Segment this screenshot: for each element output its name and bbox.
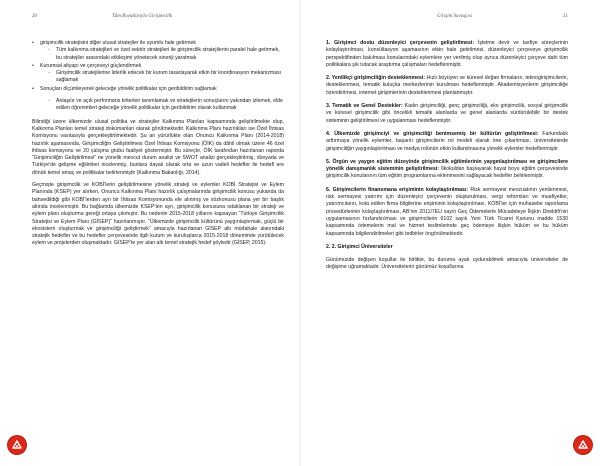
- strategic-goal-item: 5. Örgün ve yaygın eğitim düzeyinde girişimcilik eğitimlerinin yaygınlaştırılması ve girişimcilere yönelik danışmanlık sisteminin geliştirilmesi: İlkokuldan başlayarak hayat boyu eğitim çerçevesinde girişimcilik konularının tüm eğitim programlarına eklenmesini sağlayacak hedefler belirlenmiştir.: [326, 158, 569, 180]
- bullet-item: • Sonuçları ölçümleyerek geleceğe yönelik politikalar için geribildirim sağlamak ◦ Anlaşılır ve açık performans kriterleri tanımlamak ve stratejilerin sonuçlarını yakından izlemek, elde edilen öğrenimleri geleceğe yönelik politikalar için geribildirim olarak kullanmak: [32, 86, 284, 113]
- right-page-number: 21: [563, 14, 568, 19]
- left-page-body: [32, 40, 284, 253]
- strategy-bullet-list: [32, 40, 284, 113]
- left-running-title: Tüm Boyutlarıyla Girişimcilik: [112, 14, 173, 19]
- strategic-goal-item: 6. Girişimcilerin finansmana erişiminin kolaylaştırılması: Risk sermayesi mevzuatının yenilenmesi, risk sermayesi yatırımı için düzenleyici çerçevenin oluşturulması, vergi reformları ve muafiyetler, yatırımcıların, kota edilen firma bilgilerine erişiminin kolaylaştırılması, KOBİ’ler için muhasebe raporlama prosedürlerinin kolaylaştırılması, AB’nin 2011/7EU sayılı Geç Ödemelerle Mücadeleye İlişkin Direktifi’nin uygulamasının hızlandırılması ve girişimcilerin 6102 sayılı Yeni Türk Ticaret Kanunu madde 1530 kapsamında ödemelerin mal ve hizmet teslimlerinde geç ödemeye ilişkin hüküm ve bu hüküm kapsamında bilgilendirilmeleri gibi tedbirler öngörülmektedir.: [326, 186, 568, 237]
- publisher-logo-icon: [574, 436, 592, 454]
- publisher-logo-icon: [8, 436, 26, 454]
- sub-bullet-item: ◦ Girişimcilik stratejilerine liderlik edecek bir kurum tasarlayarak etkin bir koordinasyon mekanizması sağlamak: [40, 70, 284, 85]
- bullet-item: • girişimcilik stratejisini diğer ulusal stratejiler ile uyumlu hale getirmek ◦ Tüm kalkınma stratejileri ve özel sektör stratejileri ile girişimcilik stratejilerini paralel hale getirmek, bu stratejiler arasındaki etkileşimi yönetecek sineriji yaratmak: [32, 40, 284, 62]
- section-heading: 2. 2. Girişimci Üniversiteler: [326, 243, 393, 250]
- left-page-number: 20: [32, 14, 37, 19]
- body-paragraph: Geçmişte girişimcilik ve KOBİ’lerin geliştirilmesine yönelik strateji ve eylemler KOBİ Stratejisi ve Eylem Planında (KSEP) yer alırken, Onuncu Kalkınma Planı hazırlık çalışmalarında girişimcilik konusu yukarıda da bahsedildiği gibi KOBİ’lerden ayrı bir İhtisas Komisyonunda ele alınmış ve sözkonusu plana yer bir başlık altında incelenmiştir. Bu bağlamda ülkemizde KSEP’ten ayrı, girişimcilik konusuna odaklanan bir strateji ve eylem planı oluşturma gereği ortaya çıkmıştır. Bu nedenle 2015-2018 yıllarını kapsayan “Türkiye Girişimcilik Stratejisi ve Eylem Planı (GİSEP)” hazırlanmıştır. “Ülkemizde girişimcilik kültürünü yaygınlaştırmak, güçlü bir ekosistem oluşturmak ve girişimciliği geliştirmek” amacıyla hazırlanan GİSEP altı müdahale alanındaki stratejik hedefler ve bu hedefler çerçevesinde ilgili kurum ve kuruluşlarca 2015-2018 döneminde yürütülecek eylem ve projelerden oluşmaktadır. GİSEP’te yer alan altı temel stratejik hedef şöyledir (GİSEP, 2015):: [32, 182, 284, 247]
- strategic-goal-item: 1. Girişimci dostu düzenleyici çerçevenin geliştirilmesi: İşletme devir ve tasfiye süreçlerinin kolaylaştırılması, konsültasyon aşamasının etkin hale getirilmesi, düzenleyici çerçeveye girişimcilik perspektifinden bakılması konularındaki eylemlere yer verilmiş olup ayrıca düzenleyici çerçeve dahi tüm politikalara şık tutacak araştırma çalışmaları hedeflenmiştir.: [326, 40, 568, 68]
- right-page-body: [326, 40, 568, 277]
- body-paragraph: Bilindiği üzere ülkemizde ulusal politika ve stratejiler Kalkınma Planları kapsamında geliştirilmekte olup, Kalkınma Planları temel strateji dokümanları olarak görülmektedir. Kalkınma Planı hazırlıkları ise Özel İhtisas Komisyonu vasıtasıyla gerçekleştirilmektedir. Şu an yürürlükte olan Onuncu Kalkınma Planı (2014-2018) hazırlık aşamasında, Girişimciliğin Geliştirilmesi Özel İhtisas Komisyonu (ÖİK) da dâhil olmak üzere 46 özel ihtisas komisyonu ve 20 çalışma grubu faaliyet göstermiştir. Bu süreçte, ÖİK tarafından hazırlanan raporda “Girişimciliğin Geliştirilmesi” ne yönelik mevcut durum analizi ve SWOT analizi gerçekleştirilmiş, dünyada ve Türkiye’de gelişme eğilimleri incelenmiş, bunlara dayalı olarak orta ve uzun vadeli hedefler ile hedefl ere dönük temel amaç ve politikalar belirlenmiştir (Kalkınma Bakanlığı, 2014).: [32, 118, 284, 176]
- right-running-title: Girişim Savaşçısı: [437, 14, 473, 19]
- sub-bullet-item: ◦ Anlaşılır ve açık performans kriterleri tanımlamak ve stratejilerin sonuçlarını yakından izlemek, elde edilen öğrenimleri geleceğe yönelik politikalar için geribildirim olarak kullanmak: [40, 98, 284, 113]
- strategic-goal-item: 3. Tematik ve Genel Destekler: Kadın girişimciliği, genç girişimciliği, eko girişimcilik, sosyal girişimcilik ve küresel girişimcilik gibi öncelikli tematik alanlarda ve genel alanlarda sürdürülebilir bir destek sisteminin geliştirilmesi ve uygulanması hedeflenmiştir.: [326, 103, 568, 124]
- strategic-goal-item: 4. Ülkemizde girişimciyi ve girişimciliği benimsemiş bir kültürün geliştirilmesi: Farkındalık arttırmaya yönelik eylemler, başarılı girişimcilerin rol modeli olarak öne çıkarılması, üniversitelerde girişimciliğin yaygınlaştırılması ve medya rolünün etkin kullanılmasına yönelik eylemler hedeflenmiştir.: [326, 130, 568, 152]
- body-paragraph: Günümüzde değişen koşullar ile birlikte, bu duruma ayak uydurabilmek amacıyla üniversiteler de değişime uğramaktadır. Üniversitelerin günümüz koşullarına: [326, 257, 568, 271]
- bullet-item: • Kurumsal altyapı ve çerçeveyi güçlendirmek ◦ Girişimcilik stratejilerine liderlik edecek bir kurum tasarlayarak etkin bir koordinasyon mekanizması sağlamak: [32, 63, 284, 85]
- right-page: [300, 0, 600, 466]
- strategic-goal-item: 2. Yenilikçi girişimciliğin desteklenmesi: Hızlı büyüyen ve küresel doğan firmaların, teknogirişimcilerin, desteklenmesi, tematik kuluçka merkezlerinin kurulması hedeflenmiştir. Akademisyenlerin girişimciliğe özendirilmesi, internet girişimlerinin desteklenmesi planlanmıştır.: [326, 75, 568, 96]
- sub-bullet-item: ◦ Tüm kalkınma stratejileri ve özel sektör stratejileri ile girişimcilik stratejilerini paralel hale getirmek, bu stratejiler arasındaki etkileşimi yönetecek sineriji yaratmak: [40, 47, 284, 62]
